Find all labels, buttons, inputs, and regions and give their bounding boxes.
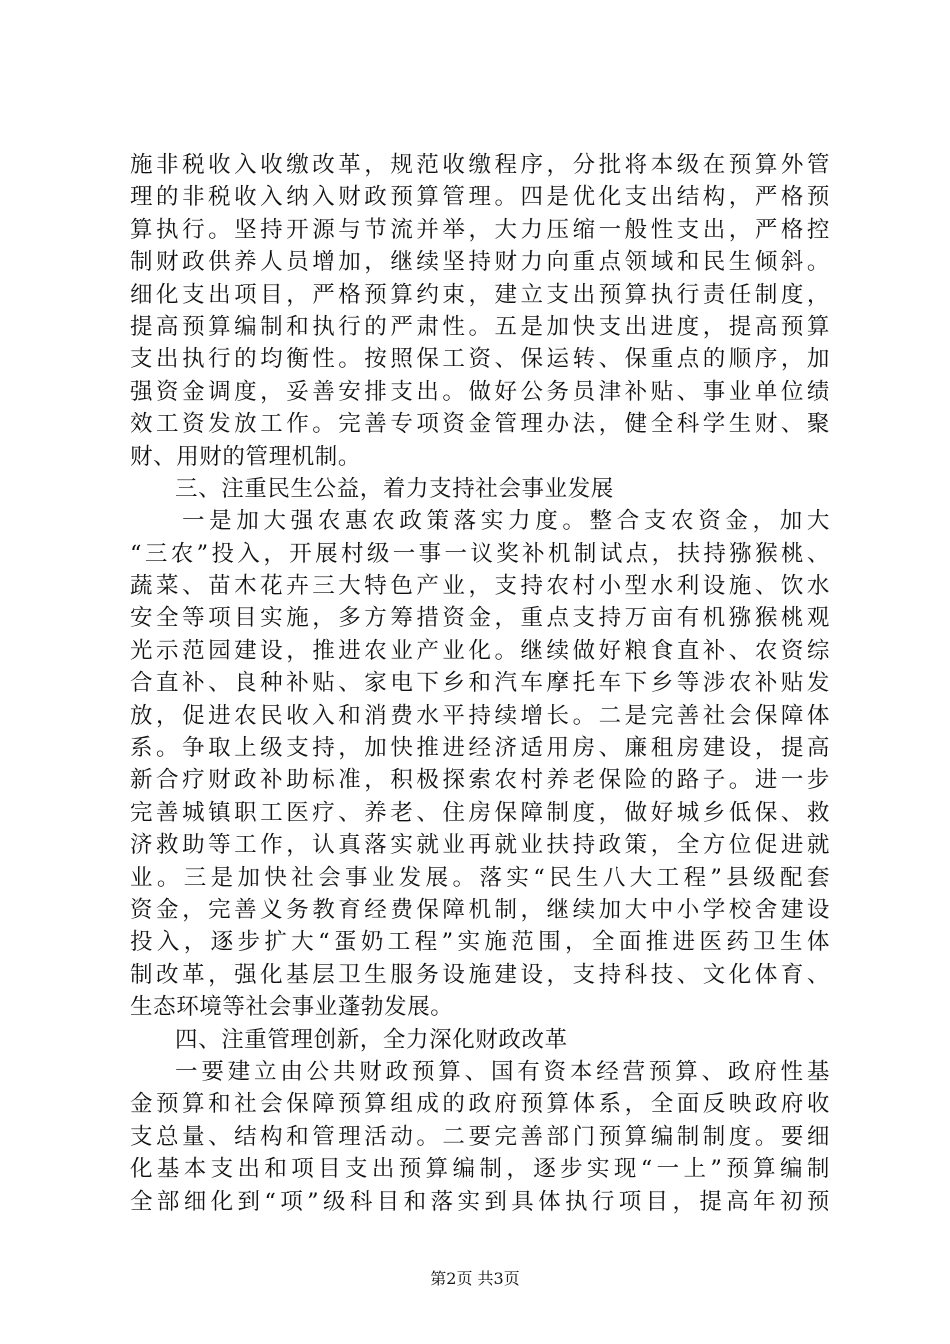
text-line: 系。争取上级支持，加快推进经济适用房、廉租房建设，提高 xyxy=(130,735,830,762)
text-line: 投入，逐步扩大“蛋奶工程”实施范围，全面推进医药卫生体 xyxy=(130,929,830,956)
text-line: 资金，完善义务教育经费保障机制，继续加大中小学校舍建设 xyxy=(130,896,830,923)
text-line: 支总量、结构和管理活动。二要完善部门预算编制制度。要细 xyxy=(130,1123,830,1150)
text-line: 蔬菜、苗木花卉三大特色产业，支持农村小型水利设施、饮水 xyxy=(130,573,830,600)
text-line: 新合疗财政补助标准，积极探索农村养老保险的路子。进一步 xyxy=(130,767,830,794)
text-line: 制财政供养人员增加，继续坚持财力向重点领域和民生倾斜。 xyxy=(130,249,830,276)
text-line: 业。三是加快社会事业发展。落实“民生八大工程”县级配套 xyxy=(130,864,830,891)
text-line: 提高预算编制和执行的严肃性。五是加快支出进度，提高预算 xyxy=(130,313,830,340)
text-line: 合直补、良种补贴、家电下乡和汽车摩托车下乡等涉农补贴发 xyxy=(130,670,830,697)
section-heading: 三、注重民生公益，着力支持社会事业发展 xyxy=(175,475,614,502)
text-line: 财、用财的管理机制。 xyxy=(130,443,362,470)
text-line: 效工资发放工作。完善专项资金管理办法，健全科学生财、聚 xyxy=(130,411,830,438)
text-line: 光示范园建设，推进农业产业化。继续做好粮食直补、农资综 xyxy=(130,637,830,664)
text-line: 细化支出项目，严格预算约束，建立支出预算执行责任制度， xyxy=(130,281,830,308)
text-line: 化基本支出和项目支出预算编制，逐步实现“一上”预算编制 xyxy=(130,1156,830,1183)
text-line: 全部细化到“项”级科目和落实到具体执行项目，提高年初预 xyxy=(130,1188,830,1215)
document-body xyxy=(130,149,830,1218)
text-line: 制改革，强化基层卫生服务设施建设，支持科技、文化体育、 xyxy=(130,961,830,988)
text-line: 支出执行的均衡性。按照保工资、保运转、保重点的顺序，加 xyxy=(130,346,830,373)
page-number-footer: 第2页 共3页 xyxy=(430,1269,520,1288)
text-line: 算执行。坚持开源与节流并举，大力压缩一般性支出，严格控 xyxy=(130,216,830,243)
section-heading: 四、注重管理创新，全力深化财政改革 xyxy=(175,1026,568,1053)
text-line: 强资金调度，妥善安排支出。做好公务员津补贴、事业单位绩 xyxy=(130,378,830,405)
text-line: 济救助等工作，认真落实就业再就业扶持政策，全方位促进就 xyxy=(130,832,830,859)
text-line: 安全等项目实施，多方筹措资金，重点支持万亩有机猕猴桃观 xyxy=(130,605,830,632)
text-line: 施非税收入收缴改革，规范收缴程序，分批将本级在预算外管 xyxy=(130,152,830,178)
text-line: 完善城镇职工医疗、养老、住房保障制度，做好城乡低保、救 xyxy=(130,799,830,826)
text-line: 理的非税收入纳入财政预算管理。四是优化支出结构，严格预 xyxy=(130,184,830,211)
text-line: 一是加大强农惠农政策落实力度。整合支农资金，加大 xyxy=(182,508,830,535)
text-line: 金预算和社会保障预算组成的政府预算体系，全面反映政府收 xyxy=(130,1091,830,1118)
text-line: 放，促进农民收入和消费水平持续增长。二是完善社会保障体 xyxy=(130,702,830,729)
text-line: 一要建立由公共财政预算、国有资本经营预算、政府性基 xyxy=(175,1058,830,1085)
text-line: “三农”投入，开展村级一事一议奖补机制试点，扶持猕猴桃、 xyxy=(130,540,830,567)
text-line: 生态环境等社会事业蓬勃发展。 xyxy=(130,994,454,1021)
